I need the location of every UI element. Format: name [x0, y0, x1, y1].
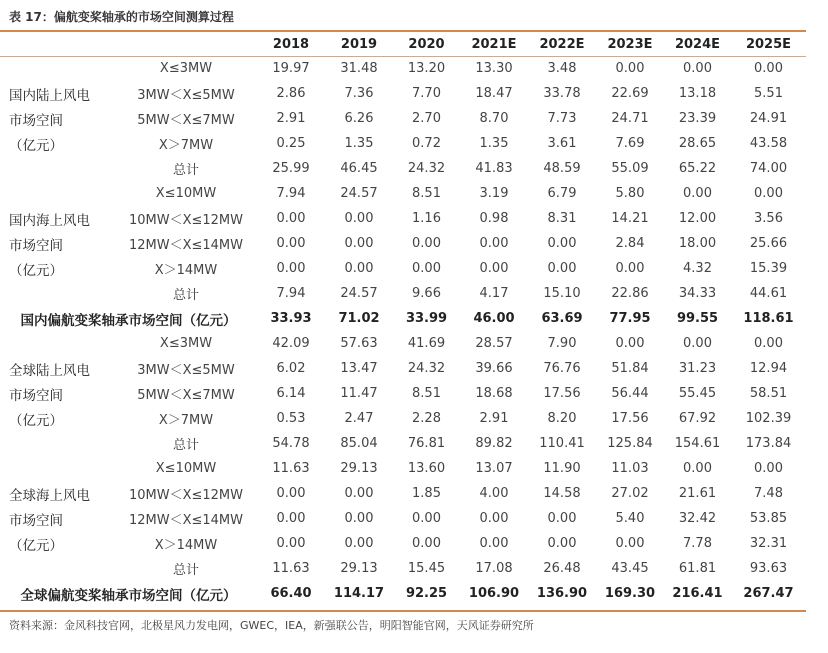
market-space-table	[0, 32, 806, 606]
value-cell: 0.00	[412, 236, 441, 251]
value-cell: 56.44	[611, 386, 649, 401]
table-row	[0, 431, 806, 456]
value-cell: 0.72	[412, 136, 441, 151]
table-row	[0, 106, 806, 131]
value-cell: 0.00	[276, 486, 306, 501]
value-cell: 33.78	[543, 86, 581, 101]
header-empty	[0, 32, 115, 56]
value-cell: 15.10	[543, 286, 581, 301]
value-cell: 7.48	[754, 486, 783, 501]
value-cell: 42.09	[272, 336, 310, 351]
value-cell: 92.25	[405, 586, 448, 601]
value-cell: 7.70	[412, 86, 441, 101]
group-label	[0, 431, 115, 456]
value-cell: 102.39	[745, 411, 792, 426]
table-row	[0, 556, 806, 581]
value-cell: 31.23	[678, 361, 717, 376]
group-label: （亿元）	[9, 412, 63, 429]
value-cell: 28.65	[678, 136, 717, 151]
group-label: （亿元）	[9, 537, 63, 554]
value-cell: 0.00	[615, 61, 645, 76]
value-cell: 13.60	[407, 461, 446, 476]
value-cell: 110.41	[539, 436, 585, 451]
value-cell: 77.95	[609, 311, 651, 326]
table-row	[0, 456, 806, 481]
value-cell: 26.48	[543, 561, 581, 576]
market-total-label: 全球偏航变桨轴承市场空间（亿元）	[20, 587, 237, 604]
value-cell: 65.22	[678, 161, 717, 176]
value-cell: 1.35	[479, 136, 509, 151]
value-cell: 13.18	[678, 86, 717, 101]
value-cell: 9.66	[412, 286, 441, 301]
value-cell: 93.63	[749, 561, 788, 576]
capacity-range-label: 5MW＜X≤7MW	[137, 388, 235, 403]
market-total-label: 国内偏航变桨轴承市场空间（亿元）	[20, 312, 237, 329]
value-cell: 0.00	[412, 536, 441, 551]
value-cell: 0.00	[547, 261, 577, 276]
value-cell: 0.00	[683, 461, 712, 476]
table-row	[0, 81, 806, 106]
value-cell: 5.40	[615, 511, 645, 526]
value-cell: 7.94	[276, 186, 306, 201]
group-label: 全球陆上风电	[9, 362, 90, 379]
capacity-range-label: 总计	[172, 163, 199, 178]
value-cell: 3.48	[547, 61, 577, 76]
value-cell: 61.81	[678, 561, 717, 576]
value-cell: 12.00	[678, 211, 717, 226]
year-header: 2022E	[539, 36, 585, 52]
value-cell: 125.84	[607, 436, 653, 451]
value-cell: 28.57	[475, 336, 513, 351]
source-note: 资料来源：金风科技官网，北极星风力发电网，GWEC，IEA，新强联公告，明阳智能官网，天风证券研究所	[9, 619, 534, 632]
value-cell: 7.69	[615, 136, 645, 151]
value-cell: 0.00	[344, 211, 374, 226]
value-cell: 0.00	[344, 236, 374, 251]
value-cell: 0.00	[754, 461, 783, 476]
value-cell: 19.97	[272, 61, 310, 76]
value-cell: 24.91	[749, 111, 788, 126]
value-cell: 7.90	[547, 336, 577, 351]
group-label: 国内陆上风电	[9, 87, 90, 104]
group-label: 市场空间	[9, 387, 63, 404]
table-row	[0, 481, 806, 506]
table-row	[0, 581, 806, 606]
value-cell: 0.00	[615, 261, 645, 276]
capacity-range-label: X≤3MW	[159, 336, 213, 351]
value-cell: 0.00	[479, 261, 509, 276]
value-cell: 67.92	[678, 411, 717, 426]
value-cell: 85.04	[340, 436, 378, 451]
value-cell: 32.31	[749, 536, 788, 551]
value-cell: 18.68	[475, 386, 513, 401]
value-cell: 0.00	[615, 336, 645, 351]
value-cell: 74.00	[749, 161, 788, 176]
value-cell: 71.02	[338, 311, 380, 326]
value-cell: 136.90	[536, 586, 588, 601]
group-label: 国内海上风电	[9, 212, 90, 229]
value-cell: 41.83	[475, 161, 513, 176]
value-cell: 24.57	[340, 286, 378, 301]
value-cell: 33.99	[405, 311, 448, 326]
value-cell: 1.85	[412, 486, 441, 501]
value-cell: 267.47	[743, 586, 794, 601]
group-label	[0, 56, 115, 81]
value-cell: 4.00	[479, 486, 509, 501]
value-cell: 76.81	[407, 436, 446, 451]
capacity-range-label: 3MW＜X≤5MW	[137, 88, 235, 103]
group-label	[0, 181, 115, 206]
value-cell: 216.41	[672, 586, 723, 601]
bottom-rule	[0, 610, 806, 612]
value-cell: 58.51	[749, 386, 788, 401]
value-cell: 0.00	[412, 261, 441, 276]
value-cell: 173.84	[745, 436, 792, 451]
group-label: 全球海上风电	[9, 487, 90, 504]
table-row	[0, 381, 806, 406]
value-cell: 0.00	[344, 511, 374, 526]
value-cell: 2.91	[276, 111, 306, 126]
value-cell: 17.56	[543, 386, 581, 401]
group-label: 市场空间	[9, 112, 63, 129]
table-row	[0, 131, 806, 156]
capacity-range-label: X＞14MW	[154, 538, 218, 553]
value-cell: 43.58	[749, 136, 788, 151]
value-cell: 6.79	[547, 186, 577, 201]
value-cell: 5.80	[615, 186, 645, 201]
value-cell: 0.00	[276, 211, 306, 226]
table-row	[0, 406, 806, 431]
value-cell: 27.02	[611, 486, 649, 501]
value-cell: 7.78	[683, 536, 712, 551]
group-label	[0, 281, 115, 306]
value-cell: 66.40	[270, 586, 312, 601]
table-title: 表 17：偏航变桨轴承的市场空间测算过程	[9, 10, 234, 24]
value-cell: 118.61	[743, 311, 794, 326]
year-header: 2018	[272, 36, 310, 52]
table-row	[0, 181, 806, 206]
table-row	[0, 156, 806, 181]
table-row	[0, 306, 806, 331]
value-cell: 106.90	[468, 586, 520, 601]
value-cell: 55.09	[611, 161, 649, 176]
value-cell: 0.00	[344, 536, 374, 551]
value-cell: 33.93	[270, 311, 312, 326]
value-cell: 0.25	[276, 136, 306, 151]
value-cell: 55.45	[678, 386, 717, 401]
value-cell: 0.00	[276, 536, 306, 551]
value-cell: 0.00	[754, 186, 783, 201]
value-cell: 17.56	[611, 411, 649, 426]
value-cell: 2.70	[412, 111, 441, 126]
value-cell: 0.00	[683, 186, 712, 201]
value-cell: 8.31	[547, 211, 577, 226]
value-cell: 22.69	[611, 86, 649, 101]
value-cell: 7.36	[344, 86, 374, 101]
value-cell: 0.00	[276, 511, 306, 526]
value-cell: 4.32	[683, 261, 712, 276]
value-cell: 18.47	[475, 86, 513, 101]
value-cell: 6.14	[276, 386, 306, 401]
value-cell: 63.69	[541, 311, 583, 326]
value-cell: 22.86	[611, 286, 649, 301]
value-cell: 0.00	[344, 486, 374, 501]
value-cell: 11.47	[340, 386, 378, 401]
capacity-range-label: X≤3MW	[159, 61, 213, 76]
value-cell: 154.61	[674, 436, 721, 451]
value-cell: 13.20	[407, 61, 446, 76]
value-cell: 5.51	[754, 86, 783, 101]
value-cell: 54.78	[272, 436, 310, 451]
capacity-range-label: 总计	[172, 438, 199, 453]
value-cell: 24.57	[340, 186, 378, 201]
header-empty	[115, 32, 257, 56]
value-cell: 6.02	[276, 361, 306, 376]
year-header: 2025E	[745, 36, 792, 52]
group-label: 市场空间	[9, 512, 63, 529]
value-cell: 25.66	[749, 236, 788, 251]
value-cell: 2.91	[479, 411, 509, 426]
capacity-range-label: 12MW＜X≤14MW	[128, 513, 244, 528]
value-cell: 13.07	[475, 461, 513, 476]
value-cell: 21.61	[678, 486, 717, 501]
value-cell: 0.00	[754, 336, 783, 351]
table-row	[0, 56, 806, 81]
value-cell: 0.00	[683, 61, 712, 76]
value-cell: 44.61	[749, 286, 788, 301]
value-cell: 3.56	[754, 211, 783, 226]
table-row	[0, 506, 806, 531]
value-cell: 0.53	[276, 411, 306, 426]
value-cell: 0.98	[479, 211, 509, 226]
value-cell: 31.48	[340, 61, 378, 76]
value-cell: 14.58	[543, 486, 581, 501]
value-cell: 29.13	[340, 561, 378, 576]
capacity-range-label: X＞7MW	[158, 138, 214, 153]
value-cell: 23.39	[678, 111, 717, 126]
year-header: 2020	[408, 36, 445, 52]
value-cell: 2.47	[344, 411, 374, 426]
value-cell: 24.32	[407, 161, 446, 176]
value-cell: 2.28	[412, 411, 441, 426]
value-cell: 0.00	[479, 511, 509, 526]
value-cell: 15.39	[749, 261, 788, 276]
capacity-range-label: 10MW＜X≤12MW	[128, 488, 244, 503]
value-cell: 24.32	[407, 361, 446, 376]
value-cell: 7.94	[276, 286, 306, 301]
value-cell: 46.00	[473, 311, 515, 326]
value-cell: 43.45	[611, 561, 649, 576]
table-row	[0, 331, 806, 356]
capacity-range-label: X≤10MW	[155, 461, 217, 476]
value-cell: 0.00	[276, 236, 306, 251]
value-cell: 11.63	[272, 561, 310, 576]
value-cell: 14.21	[611, 211, 649, 226]
capacity-range-label: 总计	[172, 288, 199, 303]
value-cell: 114.17	[333, 586, 385, 601]
table-body	[0, 56, 806, 606]
year-header: 2024E	[674, 36, 721, 52]
table-row	[0, 206, 806, 231]
value-cell: 99.55	[676, 311, 719, 326]
table-row	[0, 231, 806, 256]
value-cell: 2.84	[615, 236, 645, 251]
value-cell: 25.99	[272, 161, 310, 176]
group-label	[0, 556, 115, 581]
value-cell: 8.51	[412, 186, 441, 201]
group-label: 市场空间	[9, 237, 63, 254]
header-row	[0, 32, 806, 56]
value-cell: 6.26	[344, 111, 374, 126]
value-cell: 24.71	[611, 111, 649, 126]
value-cell: 48.59	[543, 161, 581, 176]
value-cell: 11.90	[543, 461, 581, 476]
value-cell: 0.00	[683, 336, 712, 351]
value-cell: 46.45	[340, 161, 378, 176]
capacity-range-label: X＞14MW	[154, 263, 218, 278]
value-cell: 76.76	[543, 361, 581, 376]
year-header: 2019	[340, 36, 378, 52]
value-cell: 18.00	[678, 236, 717, 251]
capacity-range-label: 12MW＜X≤14MW	[128, 238, 244, 253]
value-cell: 51.84	[611, 361, 649, 376]
value-cell: 17.08	[475, 561, 513, 576]
table-row	[0, 531, 806, 556]
value-cell: 3.61	[547, 136, 577, 151]
value-cell: 3.19	[479, 186, 509, 201]
group-label: （亿元）	[9, 137, 63, 154]
value-cell: 2.86	[276, 86, 306, 101]
value-cell: 1.16	[412, 211, 441, 226]
value-cell: 0.00	[344, 261, 374, 276]
value-cell: 15.45	[407, 561, 446, 576]
value-cell: 8.20	[547, 411, 577, 426]
value-cell: 8.51	[412, 386, 441, 401]
capacity-range-label: X≤10MW	[155, 186, 217, 201]
value-cell: 34.33	[678, 286, 717, 301]
value-cell: 0.00	[754, 61, 783, 76]
value-cell: 0.00	[615, 536, 645, 551]
value-cell: 32.42	[678, 511, 717, 526]
value-cell: 41.69	[407, 336, 446, 351]
value-cell: 11.03	[611, 461, 649, 476]
value-cell: 8.70	[479, 111, 509, 126]
value-cell: 29.13	[340, 461, 378, 476]
value-cell: 0.00	[547, 236, 577, 251]
value-cell: 0.00	[547, 536, 577, 551]
value-cell: 0.00	[276, 261, 306, 276]
value-cell: 53.85	[749, 511, 788, 526]
year-header: 2023E	[607, 36, 653, 52]
value-cell: 4.17	[479, 286, 509, 301]
value-cell: 169.30	[604, 586, 656, 601]
table-row	[0, 356, 806, 381]
value-cell: 89.82	[475, 436, 513, 451]
value-cell: 0.00	[547, 511, 577, 526]
value-cell: 0.00	[412, 511, 441, 526]
year-header: 2021E	[471, 36, 517, 52]
value-cell: 0.00	[479, 536, 509, 551]
value-cell: 11.63	[272, 461, 310, 476]
capacity-range-label: 3MW＜X≤5MW	[137, 363, 235, 378]
table-row	[0, 281, 806, 306]
value-cell: 1.35	[344, 136, 374, 151]
group-label	[0, 156, 115, 181]
group-label: （亿元）	[9, 262, 63, 279]
capacity-range-label: 总计	[172, 563, 199, 578]
capacity-range-label: X＞7MW	[158, 413, 214, 428]
value-cell: 13.47	[340, 361, 378, 376]
value-cell: 0.00	[479, 236, 509, 251]
value-cell: 39.66	[475, 361, 513, 376]
group-label	[0, 456, 115, 481]
value-cell: 7.73	[547, 111, 577, 126]
capacity-range-label: 10MW＜X≤12MW	[128, 213, 244, 228]
value-cell: 12.94	[749, 361, 788, 376]
value-cell: 13.30	[475, 61, 513, 76]
table-row	[0, 256, 806, 281]
capacity-range-label: 5MW＜X≤7MW	[137, 113, 235, 128]
group-label	[0, 331, 115, 356]
value-cell: 57.63	[340, 336, 378, 351]
